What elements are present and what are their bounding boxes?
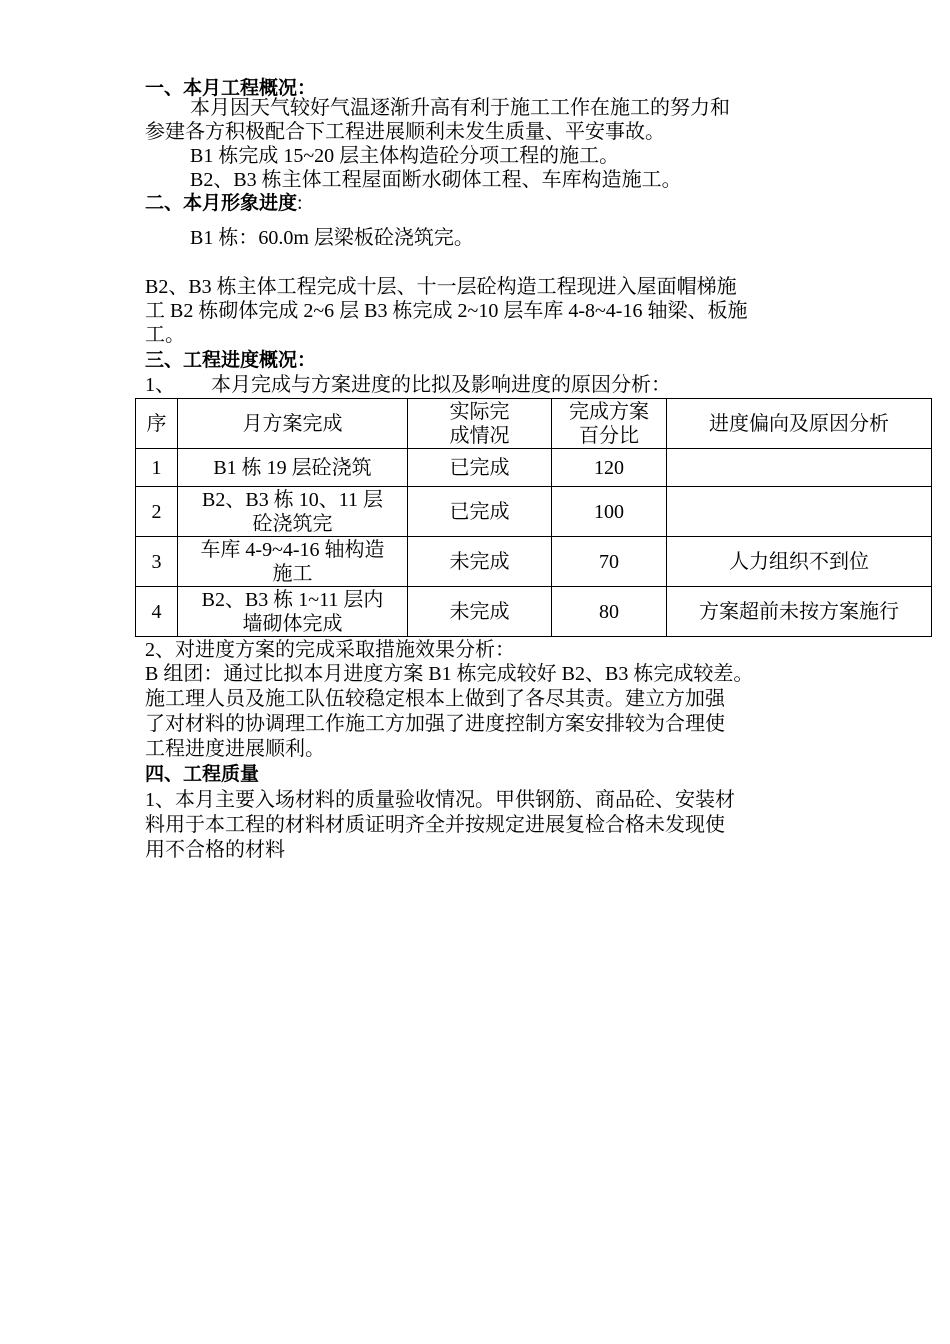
section-1-heading: 一、本月工程概况：: [145, 77, 317, 99]
cell-plan: B1 栋 19 层砼浇筑: [178, 449, 408, 487]
section-1-paragraph-1-line-1: 本月因天气较好气温逐渐升高有利于施工工作在施工的努力和: [190, 97, 730, 119]
cell-reason: 方案超前未按方案施行: [667, 587, 932, 637]
cell-plan-line-2: 施工: [272, 562, 313, 585]
cell-status: 未完成: [408, 537, 552, 587]
header-percent-line-2: 百分比: [579, 424, 639, 447]
analysis-line-2: 施工理人员及施工队伍较稳定根本上做到了各尽其责。建立方加强: [145, 688, 725, 710]
section-1-paragraph-3: B2、B3 栋主体工程屋面断水砌体工程、车库构造施工。: [190, 169, 682, 191]
cell-reason: [667, 449, 932, 487]
section-3-subheading-2: 2、对进度方案的完成采取措施效果分析：: [145, 639, 515, 661]
cell-plan-line-2: 砼浇筑完: [252, 512, 333, 535]
cell-plan-line-1: B2、B3 栋 1~11 层内: [201, 588, 384, 611]
table-row: [136, 487, 932, 537]
cell-percent: 70: [552, 537, 667, 587]
table-row: [136, 587, 932, 637]
section-2-heading-wrap: [145, 191, 303, 215]
cell-seq: 4: [136, 587, 178, 637]
cell-plan: [178, 487, 408, 537]
cell-seq: 3: [136, 537, 178, 587]
cell-percent: 100: [552, 487, 667, 537]
section-2-heading-colon: :: [297, 192, 303, 214]
analysis-line-3: 了对材料的协调理工作施工方加强了进度控制方案安排较为合理使: [145, 713, 725, 735]
analysis-line-4: 工程进度进展顺利。: [145, 738, 325, 760]
section-4-paragraph-line-1: 1、本月主要入场材料的质量验收情况。甲供钢筋、商品砼、安装材: [145, 789, 735, 811]
section-3-subheading-1: [145, 373, 671, 397]
section-2-paragraph-2-line-3: 工。: [145, 324, 185, 346]
cell-plan: [178, 587, 408, 637]
cell-percent: 80: [552, 587, 667, 637]
header-seq: 序: [136, 399, 178, 449]
cell-status: 已完成: [408, 449, 552, 487]
table-row: [136, 449, 932, 487]
cell-plan-line-1: B2、B3 栋 10、11 层: [202, 488, 383, 511]
header-plan: 月方案完成: [178, 399, 408, 449]
section-2-paragraph-2-line-1: B2、B3 栋主体工程完成十层、十一层砼构造工程现进入屋面帽梯施: [145, 276, 737, 298]
cell-seq: 2: [136, 487, 178, 537]
cell-reason: [667, 487, 932, 537]
cell-reason: 人力组织不到位: [667, 537, 932, 587]
table-header-row: [136, 399, 932, 449]
cell-seq: 1: [136, 449, 178, 487]
cell-percent: 120: [552, 449, 667, 487]
section-4-paragraph-line-2: 料用于本工程的材料材质证明齐全并按规定进展复检合格未发现使: [145, 814, 725, 836]
analysis-line-1: B 组团：通过比拟本月进度方案 B1 栋完成较好 B2、B3 栋完成较差。: [145, 663, 754, 685]
cell-status: 未完成: [408, 587, 552, 637]
sub1-text: 本月完成与方案进度的比拟及影响进度的原因分析：: [211, 374, 671, 396]
section-4-paragraph-line-3: 用不合格的材料: [145, 839, 285, 861]
cell-plan: [178, 537, 408, 587]
cell-plan-line-1: 车库 4-9~4-16 轴构造: [200, 538, 385, 561]
header-reason: 进度偏向及原因分析: [667, 399, 932, 449]
header-percent: [552, 399, 667, 449]
section-3-heading: 三、工程进度概况：: [145, 349, 317, 371]
header-percent-line-1: 完成方案: [569, 400, 649, 423]
section-2-heading: 二、本月形象进度: [145, 192, 298, 214]
header-actual: [408, 399, 552, 449]
header-actual-line-1: 实际完: [449, 400, 510, 423]
section-4-heading: 四、工程质量: [145, 763, 260, 785]
header-actual-line-2: 成情况: [449, 424, 510, 447]
cell-plan-line-2: 墙砌体完成: [242, 612, 343, 635]
table-row: [136, 537, 932, 587]
progress-table: [135, 398, 932, 637]
cell-status: 已完成: [408, 487, 552, 537]
section-1-paragraph-1-line-2: 参建各方积极配合下工程进展顺利未发生质量、平安事故。: [145, 121, 665, 143]
section-2-paragraph-1: B1 栋：60.0m 层梁板砼浇筑完。: [190, 227, 474, 249]
sub1-number: 1、: [145, 374, 175, 396]
section-2-paragraph-2-line-2: 工 B2 栋砌体完成 2~6 层 B3 栋完成 2~10 层车库 4-8~4-16 轴梁、板施: [145, 300, 748, 322]
section-1-paragraph-2: B1 栋完成 15~20 层主体构造砼分项工程的施工。: [190, 145, 620, 167]
